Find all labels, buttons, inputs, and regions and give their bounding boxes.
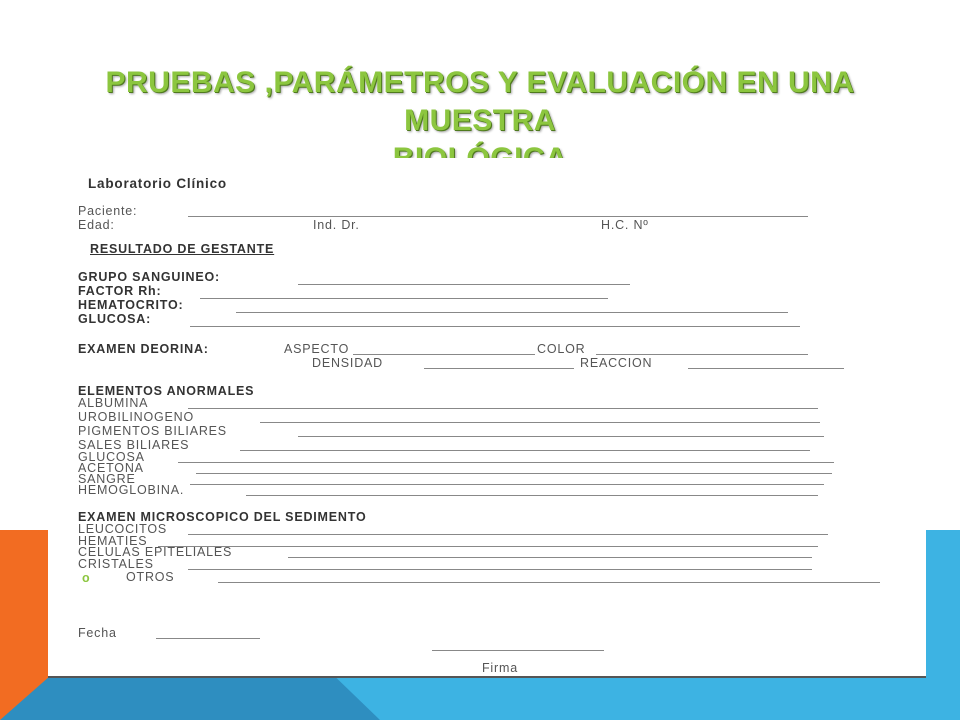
aspecto-line [353, 354, 535, 355]
celulas-line [288, 557, 812, 558]
urobilinogeno-line [260, 422, 820, 423]
result-section-heading: RESULTADO DE GESTANTE [90, 242, 275, 256]
densidad-label: DENSIDAD [312, 356, 383, 370]
otros-label: OTROS [126, 570, 175, 584]
densidad-line [424, 368, 574, 369]
fecha-line [156, 638, 260, 639]
cristales-label: CRISTALES [78, 557, 154, 571]
hc-label: H.C. Nº [601, 218, 649, 232]
ind-dr-label: Ind. Dr. [313, 218, 360, 232]
hemato-label: HEMATOCRITO: [78, 298, 184, 312]
factor-line [200, 298, 608, 299]
leucocitos-line [188, 534, 828, 535]
otros-line [218, 582, 880, 583]
abnormal-heading: ELEMENTOS ANORMALES [78, 384, 255, 398]
hemoglobina-label: HEMOGLOBINA. [78, 483, 185, 497]
fecha-label: Fecha [78, 626, 117, 640]
glucosa2-label: GLUCOSA [78, 450, 145, 464]
glucosa-line [190, 326, 800, 327]
grupo-label: GRUPO SANGUINEO: [78, 270, 220, 284]
celulas-label: CELULAS EPITELIALES [78, 545, 233, 559]
patient-line [188, 216, 808, 217]
hemato-line [236, 312, 788, 313]
sales-label: SALES BILIARES [78, 438, 190, 452]
aspecto-label: ASPECTO [284, 342, 350, 356]
albumina-line [188, 408, 818, 409]
acetona-line [196, 473, 832, 474]
age-label: Edad: [78, 218, 115, 232]
glucosa-label: GLUCOSA: [78, 312, 152, 326]
signature-line [432, 650, 604, 651]
albumina-label: ALBUMINA [78, 396, 149, 410]
otros-bullet: o [82, 571, 91, 585]
patient-label: Paciente: [78, 204, 138, 218]
reaccion-line [688, 368, 844, 369]
lab-form-image [48, 158, 926, 678]
factor-label: FACTOR Rh: [78, 284, 162, 298]
cristales-line [188, 569, 812, 570]
pigmentos-label: PIGMENTOS BILIARES [78, 424, 227, 438]
slide-title-line1: PRUEBAS ,PARÁMETROS Y EVALUACIÓN EN UNA MUESTRA [105, 66, 855, 137]
glucosa2-line [178, 462, 834, 463]
sales-line [240, 450, 810, 451]
urobilinogeno-label: UROBILINOGENO [78, 410, 194, 424]
hematies-label: HEMATIES [78, 534, 148, 548]
acetona-label: ACETONA [78, 461, 144, 475]
color-line [596, 354, 808, 355]
hematies-line [158, 546, 818, 547]
microscopic-heading: EXAMEN MICROSCOPICO DEL SEDIMENTO [78, 510, 367, 524]
reaccion-label: REACCION [580, 356, 653, 370]
bottom-dark-shape [0, 676, 380, 720]
hemoglobina-line [246, 495, 818, 496]
firma-label: Firma [482, 661, 518, 675]
pigmentos-line [298, 436, 824, 437]
urine-exam-label: EXAMEN DEORINA: [78, 342, 209, 356]
sangre-label: SANGRE [78, 472, 136, 486]
sangre-line [190, 484, 824, 485]
grupo-line [298, 284, 630, 285]
lab-heading: Laboratorio Clínico [88, 176, 227, 191]
leucocitos-label: LEUCOCITOS [78, 522, 168, 536]
color-label: COLOR [537, 342, 586, 356]
